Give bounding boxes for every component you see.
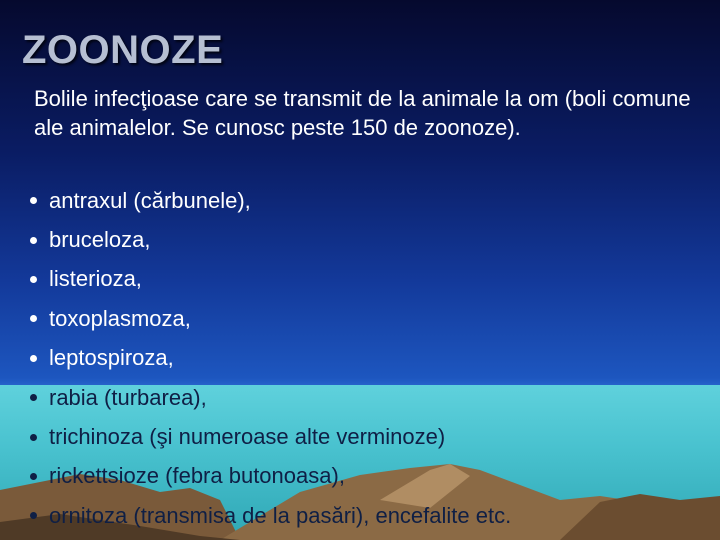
bullet-icon	[30, 197, 37, 204]
list-item	[30, 378, 511, 417]
bullet-icon	[30, 473, 37, 480]
list-item-text: antraxul (cărbunele),	[49, 187, 251, 213]
bullet-icon	[30, 434, 37, 441]
slide-title: ZOONOZE	[22, 28, 224, 72]
intro-paragraph: Bolile infecţioase care se transmit de la animale la om (boli comune ale animalelor. Se cunosc peste 150 de zoonoze).	[34, 86, 691, 140]
list-item	[30, 260, 511, 299]
list-item	[30, 496, 511, 535]
list-item	[30, 181, 511, 220]
list-item-text: listerioza,	[49, 266, 142, 292]
list-item-text: leptospiroza,	[49, 345, 174, 371]
bullet-icon	[30, 237, 37, 244]
list-item	[30, 339, 511, 378]
list-item	[30, 299, 511, 338]
list-item-text: bruceloza,	[49, 227, 151, 253]
bullet-icon	[30, 315, 37, 322]
list-item	[30, 457, 511, 496]
bullet-icon	[30, 355, 37, 362]
list-item	[30, 220, 511, 259]
bullet-icon	[30, 394, 37, 401]
list-item-text: rickettsioze (febra butonoasa),	[49, 463, 345, 489]
list-item-text: ornitoza (transmisa de la pasări), encefalite etc.	[49, 502, 512, 528]
bullet-icon	[30, 512, 37, 519]
list-item-text: toxoplasmoza,	[49, 305, 191, 331]
bullet-icon	[30, 276, 37, 283]
list-item-text: trichinoza (şi numeroase alte verminoze)	[49, 424, 446, 450]
list-item	[30, 417, 511, 456]
list-item-text: rabia (turbarea),	[49, 384, 207, 410]
zoonoses-list	[30, 181, 511, 536]
